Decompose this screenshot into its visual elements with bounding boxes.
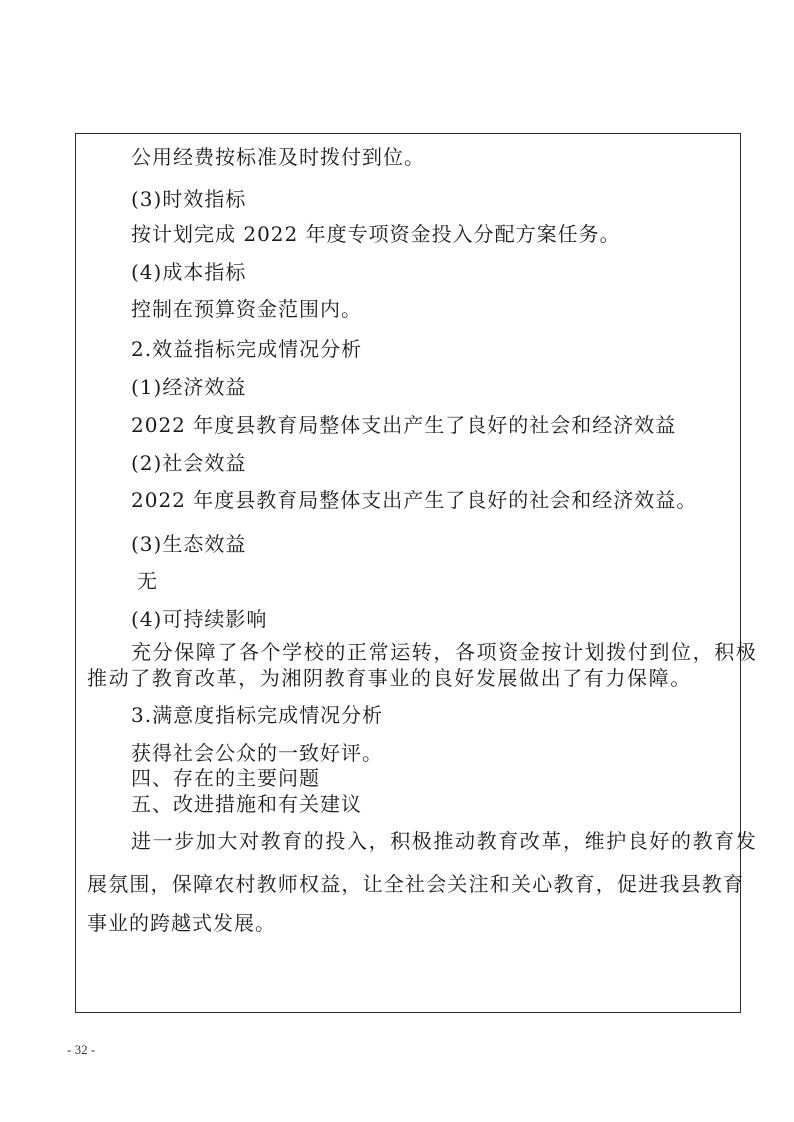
- text-line: 控制在预算资金范围内。: [131, 297, 362, 321]
- subsection-heading: (2)社会效益: [131, 451, 247, 475]
- paragraph-line: 展氛围，保障农村教师权益，让全社会关注和关心教育，促进我县教育: [87, 872, 745, 896]
- section-heading: 2.效益指标完成情况分析: [131, 337, 363, 361]
- subsection-heading: (3)时效指标: [131, 187, 247, 211]
- subsection-heading: (4)成本指标: [131, 260, 247, 284]
- page-number: - 32 -: [67, 1042, 96, 1057]
- paragraph-line: 推动了教育改革，为湘阴教育事业的良好发展做出了有力保障。: [87, 666, 692, 690]
- text-line: 无: [137, 569, 158, 593]
- text-line: 2022 年度县教育局整体支出产生了良好的社会和经济效益。: [131, 488, 698, 512]
- text-line: 公用经费按标准及时拨付到位。: [131, 145, 425, 169]
- text-line: 2022 年度县教育局整体支出产生了良好的社会和经济效益: [131, 413, 677, 437]
- paragraph-line: 进一步加大对教育的投入，积极推动教育改革，维护良好的教育发: [131, 829, 758, 853]
- subsection-heading: (4)可持续影响: [131, 607, 268, 631]
- section-heading: 五、改进措施和有关建议: [131, 792, 362, 816]
- text-line: 获得社会公众的一致好评。: [131, 741, 383, 765]
- text-line: 按计划完成 2022 年度专项资金投入分配方案任务。: [131, 222, 621, 246]
- paragraph-line: 事业的跨越式发展。: [87, 911, 276, 935]
- subsection-heading: (3)生态效益: [131, 532, 247, 556]
- paragraph-line: 充分保障了各个学校的正常运转，各项资金按计划拨付到位，积极: [131, 640, 758, 664]
- subsection-heading: (1)经济效益: [131, 375, 247, 399]
- section-heading: 四、存在的主要问题: [131, 766, 320, 790]
- section-heading: 3.满意度指标完成情况分析: [131, 703, 384, 727]
